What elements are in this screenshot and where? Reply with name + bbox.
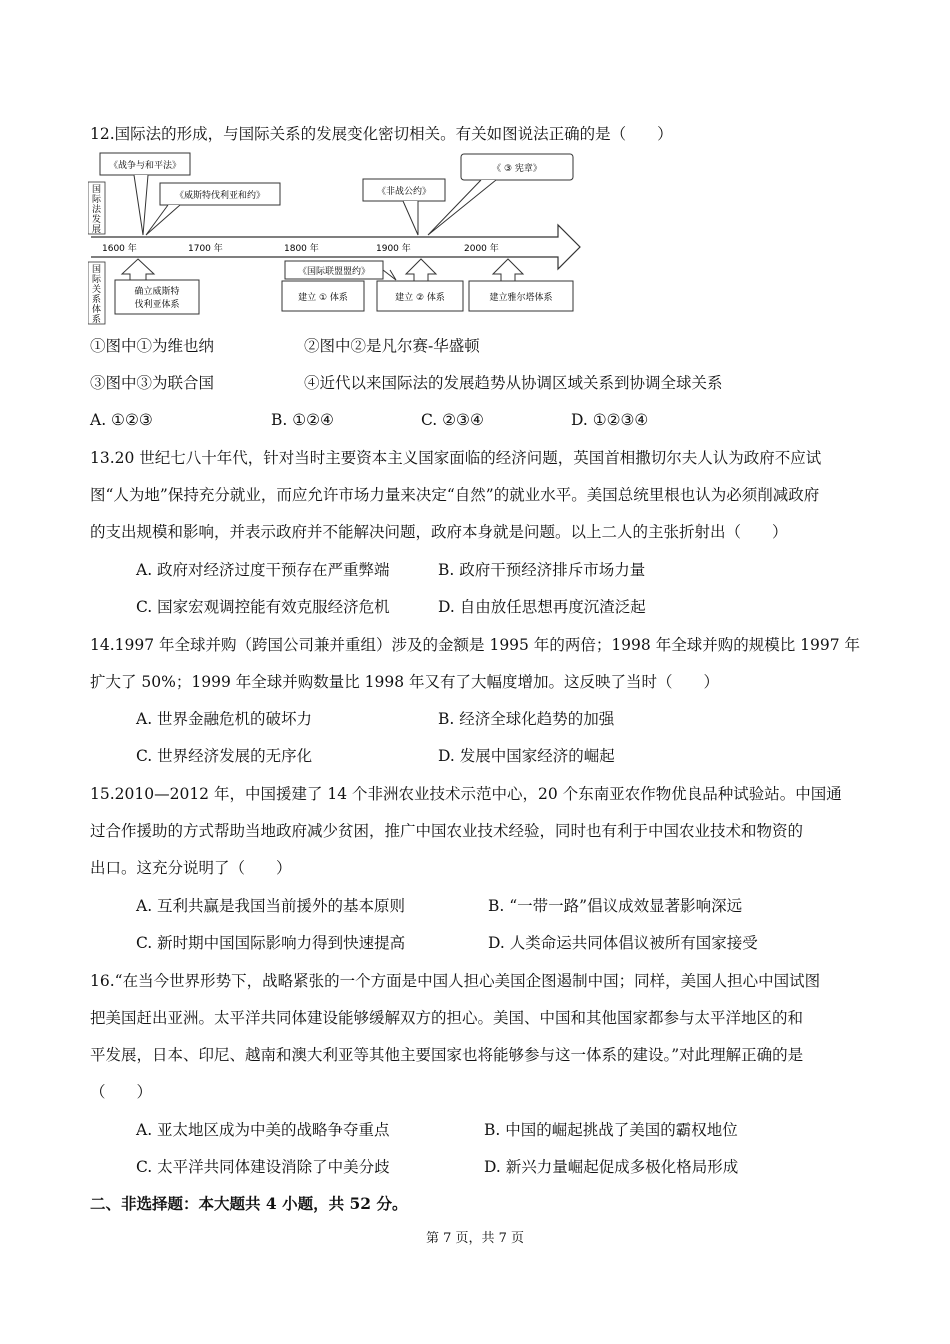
q15-stem-line-2: 过合作援助的方式帮助当地政府减少贫困，推广中国农业技术经验，同时也有利于中国农业技术和物资的 — [90, 822, 804, 840]
relations-label-char: 系 — [91, 315, 102, 325]
q12-statement-1: ①图中①为维也纳 — [90, 337, 215, 355]
svg-text:建立 ② 体系: 建立 ② 体系 — [395, 293, 445, 303]
q15-option-d: D. 人类命运共同体倡议被所有国家接受 — [488, 934, 758, 952]
law-label-char: 发 — [91, 215, 102, 225]
q13-option-d: D. 自由放任思想再度沉渣泛起 — [438, 598, 646, 616]
box-system-1 — [282, 279, 364, 311]
law-label-char: 国 — [91, 185, 102, 195]
q13-option-a: A. 政府对经济过度干预存在严重弊端 — [136, 561, 390, 579]
svg-text:《威斯特伐利亚和约》: 《威斯特伐利亚和约》 — [174, 191, 266, 201]
year-2000: 2000 年 — [464, 244, 499, 254]
box-westphalia-system — [115, 259, 199, 314]
q16-option-c: C. 太平洋共同体建设消除了中美分歧 — [136, 1158, 390, 1176]
q14-option-a: A. 世界金融危机的破坏力 — [136, 710, 313, 728]
callout-kellogg-pact — [363, 179, 445, 235]
label-relations-system — [88, 262, 105, 325]
svg-text:确立威斯特: 确立威斯特 — [134, 287, 180, 297]
year-1700: 1700 年 — [188, 244, 223, 254]
q12-stem: 12.国际法的形成，与国际关系的发展变化密切相关。有关如图说法正确的是（ ） — [90, 125, 673, 143]
relations-label-char: 系 — [91, 295, 102, 305]
q15-option-b: B. “一带一路”倡议成效显著影响深远 — [488, 897, 743, 915]
svg-text:《 ③ 宪章》: 《 ③ 宪章》 — [492, 164, 542, 174]
q15-option-c: C. 新时期中国国际影响力得到快速提高 — [136, 934, 406, 952]
svg-text:伐利亚体系: 伐利亚体系 — [134, 300, 180, 310]
q12-statement-4: ④近代以来国际法的发展趋势从协调区域关系到协调全球关系 — [304, 374, 723, 392]
law-label-char: 法 — [91, 205, 102, 215]
q14-stem-line-2: 扩大了 50%；1999 年全球并购数量比 1998 年又有了大幅度增加。这反映了当时（ ） — [90, 673, 720, 691]
svg-text:建立 ① 体系: 建立 ① 体系 — [298, 293, 348, 303]
label-law-development — [88, 182, 105, 235]
page-footer: 第 7 页，共 7 页 — [425, 1231, 525, 1246]
law-label-char: 际 — [91, 195, 102, 205]
q14-stem-line-1: 14.1997 年全球并购（跨国公司兼并重组）涉及的金额是 1995 年的两倍；1998 年全球并购的规模比 1997 年 — [90, 636, 860, 654]
q13-stem-line-2: 图“人为地”保持充分就业，而应允许市场力量来决定“自然”的就业水平。美国总统里根也认为必须削减政府 — [90, 486, 820, 504]
q12-statement-3: ③图中③为联合国 — [90, 374, 215, 392]
international-law-timeline-diagram — [88, 150, 588, 325]
q16-option-b: B. 中国的崛起挑战了美国的霸权地位 — [484, 1121, 738, 1139]
q12-option-b: B. ①②④ — [271, 411, 334, 429]
box-league-covenant — [285, 261, 396, 280]
q15-stem-line-1: 15.2010—2012 年，中国援建了 14 个非洲农业技术示范中心，20 个东南亚农作物优良品种试验站。中国通 — [90, 785, 842, 803]
q15-stem-line-3: 出口。这充分说明了（ ） — [90, 859, 292, 877]
relations-label-char: 国 — [91, 265, 102, 275]
svg-text:《国际联盟盟约》: 《国际联盟盟约》 — [297, 267, 371, 277]
q12-option-a: A. ①②③ — [90, 411, 153, 429]
svg-text:建立雅尔塔体系: 建立雅尔塔体系 — [489, 293, 553, 303]
svg-text:《战争与和平法》: 《战争与和平法》 — [108, 161, 182, 171]
q16-stem-line-4: （ ） — [90, 1083, 153, 1101]
relations-label-char: 关 — [91, 285, 102, 295]
q14-option-b: B. 经济全球化趋势的加强 — [438, 710, 615, 728]
q15-option-a: A. 互利共赢是我国当前援外的基本原则 — [136, 897, 406, 915]
q16-option-d: D. 新兴力量崛起促成多极化格局形成 — [484, 1158, 739, 1176]
section-2-heading: 二、非选择题：本大题共 4 小题，共 52 分。 — [90, 1194, 408, 1213]
svg-text:《非战公约》: 《非战公约》 — [376, 187, 432, 197]
relations-label-char: 际 — [91, 275, 102, 285]
q16-stem-line-3: 平发展，日本、印尼、越南和澳大利亚等其他主要国家也将能够参与这一体系的建设。”对此理解正确的是 — [90, 1046, 804, 1064]
q14-option-d: D. 发展中国家经济的崛起 — [438, 747, 615, 765]
q13-option-b: B. 政府干预经济排斥市场力量 — [438, 561, 646, 579]
q16-stem-line-2: 把美国赶出亚洲。太平洋共同体建设能够缓解双方的担心。美国、中国和其他国家都参与太平洋地区的和 — [90, 1009, 804, 1027]
q12-option-d: D. ①②③④ — [571, 411, 649, 429]
callout-westphalia-treaty — [146, 183, 280, 235]
q16-stem-line-1: 16.“在当今世界形势下，战略紧张的一个方面是中国人担心美国企图遏制中国；同样，美国人担心中国试图 — [90, 972, 821, 990]
q16-option-a: A. 亚太地区成为中美的战略争夺重点 — [136, 1121, 390, 1139]
year-1800: 1800 年 — [284, 244, 319, 254]
q14-option-c: C. 世界经济发展的无序化 — [136, 747, 313, 765]
box-system-2 — [377, 259, 463, 311]
year-1900: 1900 年 — [376, 244, 411, 254]
relations-label-char: 体 — [91, 305, 102, 315]
q12-statement-2: ②图中②是凡尔赛-华盛顿 — [304, 337, 480, 355]
q13-option-c: C. 国家宏观调控能有效克服经济危机 — [136, 598, 390, 616]
callout-charter — [428, 154, 573, 235]
q13-stem-line-3: 的支出规模和影响，并表示政府并不能解决问题，政府本身就是问题。以上二人的主张折射出（ ） — [90, 523, 788, 541]
q13-stem-line-1: 13.20 世纪七八十年代，针对当时主要资本主义国家面临的经济问题，英国首相撒切尔夫人认为政府不应试 — [90, 449, 822, 467]
q12-option-c: C. ②③④ — [421, 411, 484, 429]
law-label-char: 展 — [91, 225, 102, 235]
year-1600: 1600 年 — [102, 244, 137, 254]
